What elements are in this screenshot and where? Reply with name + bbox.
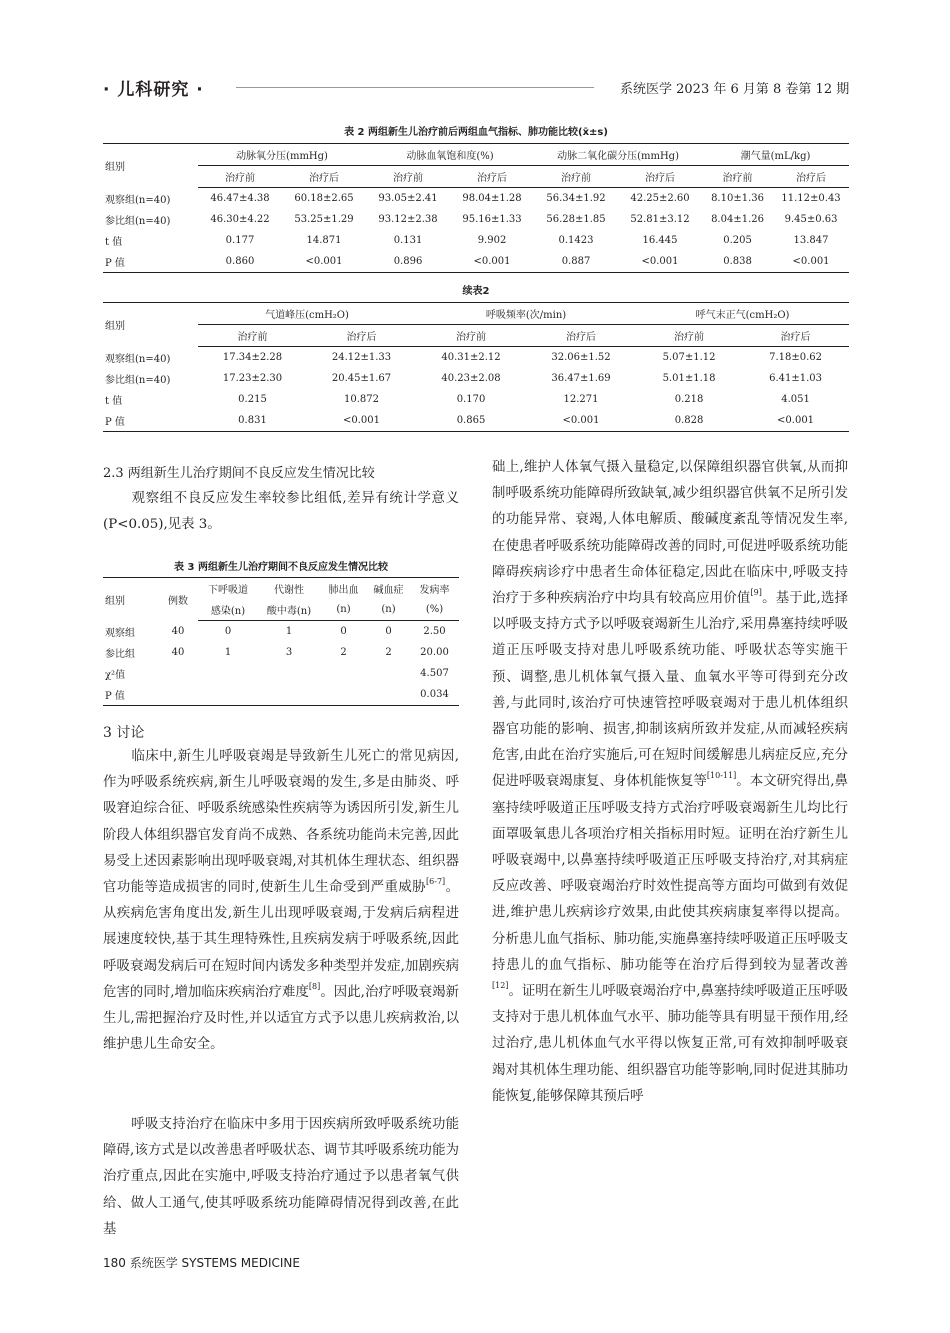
table-cell: <0.001: [773, 251, 849, 273]
table-cell: 0.170: [456, 394, 486, 405]
table-cell: 0.838: [702, 251, 773, 273]
table2b-sub-label: 治疗前: [636, 325, 742, 347]
citation: [12]: [492, 981, 509, 991]
table-cell: 6.41±1.03: [769, 373, 822, 384]
table-cell: [367, 663, 410, 684]
table-cell: 4.051: [781, 394, 810, 405]
table-cell: [198, 684, 258, 706]
table-cell: 24.12±1.33: [331, 352, 392, 363]
row-label: P 值: [103, 251, 198, 273]
table2-sub-label: 治疗后: [282, 166, 366, 188]
table2-continued: [103, 302, 849, 432]
discussion-text: 。因此,治疗呼吸衰竭新生儿,需把握治疗及时性,并以适宜方式予以患儿疾病救治,以维护患儿生命安全。: [103, 984, 459, 1053]
table3: [103, 577, 459, 706]
table-cell: <0.001: [282, 251, 366, 273]
discussion-text: 临床中,新生儿呼吸衰竭是导致新生儿死亡的常见病因,作为呼吸系统疾病,新生儿呼吸衰竭的发生,多是由肺炎、呼吸窘迫综合征、呼吸系统感染性疾病等为诱因所引发,新生儿阶段人体组织器官发育尚不成熟、各系统功能尚未完善,因此易受上述因素影响出现呼吸衰竭,对其机体生理状态、组织器官功能等造成损害的同时,使新生儿生命受到严重威胁: [103, 749, 459, 896]
table-cell: 95.16±1.33: [462, 214, 522, 225]
table-cell: 11.12±0.43: [781, 193, 841, 204]
section-3-heading: 3 讨论: [103, 725, 145, 741]
table-cell: 0.131: [393, 235, 423, 246]
table-cell: 0.177: [225, 235, 255, 246]
table-cell: 12.271: [563, 394, 599, 405]
table-cell: 7.18±0.62: [769, 352, 822, 363]
table-cell: 0: [385, 626, 392, 637]
table-cell: 0.860: [198, 251, 282, 273]
discussion-paragraph-1: [103, 744, 459, 1058]
table3-header: 肺出血: [320, 578, 367, 600]
table2-sub-label: 治疗前: [366, 166, 450, 188]
table2-group-header: 组别: [103, 144, 198, 188]
discussion-text: 呼吸支持治疗在临床中多用于因疾病所致呼吸系统功能障碍,该方式是以改善患者呼吸状态、调节其呼吸系统功能为治疗重点,因此在实施中,呼吸支持治疗通过予以患者氧气供给、做人工通气,使其呼吸系统功能障碍情况得到改善,在此基: [103, 1117, 459, 1237]
table-row: [103, 209, 849, 230]
table2b-sub-label: 治疗前: [416, 325, 526, 347]
table-cell: 0: [340, 626, 347, 637]
table-cell: <0.001: [307, 410, 416, 432]
right-column-paragraph: [492, 455, 848, 1110]
table-cell: 0.896: [366, 251, 450, 273]
table2b-colgroup: 气道峰压(cmH₂O): [198, 303, 416, 325]
table-cell: 56.34±1.92: [546, 193, 606, 204]
table-cell: <0.001: [618, 251, 702, 273]
section-2-3-body: 观察组不良反应发生率较参比组低,差异有统计学意义(P<0.05),见表 3。: [103, 491, 459, 533]
table-cell: 46.30±4.22: [210, 214, 270, 225]
row-label: 观察组(n=40): [105, 353, 171, 365]
row-label: 观察组(n=40): [105, 194, 171, 206]
citation: [6-7]: [426, 877, 446, 887]
table-row: [103, 389, 849, 410]
table-cell: 0.831: [198, 410, 307, 432]
table-cell: 8.10±1.36: [711, 193, 764, 204]
table2-colgroup: 潮气量(mL/kg): [702, 144, 849, 166]
header-journal-info: 系统医学 2023 年 6 月第 8 卷第 12 期: [620, 82, 850, 97]
table-cell: 17.23±2.30: [222, 373, 283, 384]
table-cell: <0.001: [526, 410, 636, 432]
row-label: 参比组(n=40): [105, 216, 171, 227]
table2b-sub-label: 治疗后: [742, 325, 849, 347]
table2-colgroup: 动脉二氧化碳分压(mmHg): [534, 144, 702, 166]
table-cell: [158, 663, 198, 684]
table-cell: 16.445: [642, 235, 678, 246]
table-cell: <0.001: [450, 251, 534, 273]
table-cell: 2: [385, 647, 392, 658]
table3-group-header: 组别: [103, 578, 158, 621]
table3-count-header: 例数: [158, 578, 198, 621]
section-2-3-heading: 2.3 两组新生儿治疗期间不良反应发生情况比较: [103, 466, 375, 481]
table3-header: (%): [410, 599, 459, 621]
table-cell: 0.865: [416, 410, 526, 432]
table3-header: (n): [367, 599, 410, 621]
table-cell: [320, 684, 367, 706]
table2b-colgroup: 呼吸频率(次/min): [416, 303, 636, 325]
section-2-3-text: [103, 486, 459, 538]
table-cell: 46.47±4.38: [210, 193, 270, 204]
table2-sub-label: 治疗后: [773, 166, 849, 188]
discussion-paragraph-2: [103, 1112, 459, 1243]
row-label: P 值: [103, 410, 198, 432]
table2-sub-label: 治疗前: [198, 166, 282, 188]
citation: [9]: [750, 588, 762, 598]
table2-sub-label: 治疗前: [702, 166, 773, 188]
table-cell: 0.034: [410, 684, 459, 706]
table-row: [103, 251, 849, 273]
discussion-text: 。证明在新生儿呼吸衰竭治疗中,鼻塞持续呼吸道正压呼吸支持对于患儿机体血气水平、肺功能等具有明显干预作用,经过治疗,患儿机体血气水平得以恢复正常,可有效抑制呼吸衰竭对其机体生理功能、组织器官功能等影响,同时促进其肺功能恢复,能够保障其预后呼: [492, 984, 848, 1104]
table-cell: 5.01±1.18: [662, 373, 716, 384]
table2-sub-label: 治疗前: [534, 166, 618, 188]
table-cell: 8.04±1.26: [711, 214, 764, 225]
table2-caption: 表 2 两组新生儿治疗前后两组血气指标、肺功能比较(x̄±s): [344, 127, 608, 138]
table2-sub-label: 治疗后: [618, 166, 702, 188]
table2-colgroup: 动脉血氧饱和度(%): [366, 144, 534, 166]
discussion-text: 础上,维护人体氧气摄入量稳定,以保障组织器官供氧,从而抑制呼吸系统功能障碍所致缺氧,减少组织器官供氧不足所引发的功能异常、衰竭,人体电解质、酸碱度紊乱等情况发生率,在使患者呼吸系统功能障碍改善的同时,可促进呼吸系统功能障碍疾病诊疗中患者生命体征稳定,因此在临床中,呼吸支持治疗于多种疾病治疗中均具有较高应用价值: [492, 460, 848, 607]
table-cell: 52.81±3.12: [630, 214, 690, 225]
table3-caption: 表 3 两组新生儿治疗期间不良反应发生情况比较: [174, 562, 388, 573]
table2-sub-label: 治疗后: [450, 166, 534, 188]
table-row: [103, 410, 849, 432]
table-row: [103, 347, 849, 369]
table-cell: 40.31±2.12: [441, 352, 501, 363]
row-label: t 值: [105, 396, 123, 407]
table2b-sub-label: 治疗后: [307, 325, 416, 347]
table-cell: 0.215: [238, 394, 267, 405]
discussion-text: 。基于此,选择以呼吸支持方式予以呼吸衰竭新生儿治疗,采用鼻塞持续呼吸道正压呼吸支持对患儿呼吸系统功能、呼吸状态等实施干预、调整,患儿机体氧气摄入量、血氧水平等可得到充分改善,与此同时,该治疗可快速管控呼吸衰竭对于患儿机体组织器官功能的影响、损害,抑制该病所致并发症,从而减轻疾病危害,由此在治疗实施后,可在短时间缓解患儿病症反应,充分促进呼吸衰竭康复、身体机能恢复等: [492, 591, 848, 790]
table2b-colgroup: 呼气末正气(cmH₂O): [636, 303, 849, 325]
table-cell: [320, 663, 367, 684]
table-cell: 1: [285, 626, 293, 637]
table-cell: [258, 663, 320, 684]
table3-header: 下呼吸道: [198, 578, 258, 600]
table-cell: 53.25±1.29: [294, 214, 354, 225]
table-cell: 98.04±1.28: [462, 193, 522, 204]
row-label: P 值: [103, 684, 158, 706]
table3-header: 酸中毒(n): [258, 599, 320, 621]
table-row: [103, 230, 849, 251]
row-label: χ²值: [105, 670, 126, 681]
table-row: [103, 368, 849, 389]
table-cell: 40.23±2.08: [441, 373, 501, 384]
table-cell: 13.847: [793, 235, 829, 246]
table-cell: 40: [171, 647, 185, 658]
table3-header: 碱血症: [367, 578, 410, 600]
header-section-title: · 儿科研究 ·: [103, 80, 204, 100]
table-cell: 10.872: [344, 394, 379, 405]
table-cell: 0.828: [636, 410, 742, 432]
table-cell: <0.001: [742, 410, 849, 432]
table-cell: 20.00: [420, 647, 449, 658]
table2b-sub-label: 治疗后: [526, 325, 636, 347]
table-cell: 9.902: [477, 235, 507, 246]
row-label: t 值: [105, 237, 123, 248]
table-row: [103, 188, 849, 210]
table2-colgroup: 动脉氧分压(mmHg): [198, 144, 366, 166]
table-row: [103, 621, 459, 643]
table-cell: 0.887: [534, 251, 618, 273]
table-cell: 2.50: [423, 626, 446, 637]
table-cell: [367, 684, 410, 706]
table-row: [103, 684, 459, 706]
discussion-text: 。本文研究得出,鼻塞持续呼吸道正压呼吸支持方式治疗呼吸衰竭新生儿均比行面罩吸氧患儿各项治疗相关指标用时短。证明在治疗新生儿呼吸衰竭中,以鼻塞持续呼吸道正压呼吸支持治疗,对其病症反应改善、呼吸衰竭治疗时效性提高等方面均可做到有效促进,维护患儿疾病诊疗效果,由此使其疾病康复率得以提高。分析患儿血气指标、肺功能,实施鼻塞持续呼吸道正压呼吸支持患儿的血气指标、肺功能等在治疗后得到较为显著改善: [492, 774, 848, 973]
table-cell: 17.34±2.28: [222, 352, 283, 363]
page-footer: 180 系统医学 SYSTEMS MEDICINE: [103, 1256, 300, 1270]
table-cell: 40: [171, 625, 185, 637]
table2: [103, 143, 849, 273]
row-label: 参比组: [105, 649, 135, 660]
table3-header: (n): [320, 599, 367, 621]
table2b-sub-label: 治疗前: [198, 325, 307, 347]
table-cell: 3: [285, 647, 293, 658]
row-label: 观察组: [105, 627, 135, 639]
citation: [8]: [308, 981, 321, 991]
table3-header: 发病率: [410, 578, 459, 600]
table-cell: 42.25±2.60: [630, 193, 690, 204]
table-cell: [258, 684, 320, 706]
table3-header: 感染(n): [198, 599, 258, 621]
table-cell: 93.05±2.41: [378, 193, 438, 204]
table-cell: 0: [224, 626, 232, 637]
table-cell: 93.12±2.38: [378, 214, 438, 225]
table-cell: 20.45±1.67: [331, 373, 392, 384]
table2b-group-header: 组别: [103, 303, 198, 347]
table-cell: 0.218: [674, 394, 704, 405]
table-row: [103, 642, 459, 663]
table-cell: 14.871: [306, 235, 342, 246]
table-cell: [198, 663, 258, 684]
table-cell: 0.205: [723, 235, 752, 246]
table-cell: 4.507: [420, 668, 449, 679]
citation: [10-11]: [706, 771, 737, 781]
table-cell: 2: [340, 647, 347, 658]
table3-header: 代谢性: [258, 578, 320, 600]
header-rule: [236, 87, 594, 88]
table-row: [103, 663, 459, 684]
table-cell: 32.06±1.52: [551, 352, 611, 363]
table-cell: 60.18±2.65: [294, 193, 354, 204]
table-cell: [158, 684, 198, 706]
table-cell: 1: [224, 647, 232, 658]
table-cell: 0.1423: [558, 235, 594, 246]
table-cell: 5.07±1.12: [662, 352, 716, 363]
row-label: 参比组(n=40): [105, 375, 171, 386]
table-cell: 56.28±1.85: [546, 214, 606, 225]
discussion-text: 。从疾病危害角度出发,新生儿出现呼吸衰竭,于发病后病程进展速度较快,基于其生理特殊性,且疾病发病于呼吸系统,因此呼吸衰竭发病后可在短时间内诱发多种类型并发症,加剧疾病危害的同时,增加临床疾病治疗难度: [103, 880, 459, 1000]
table-cell: 9.45±0.63: [784, 214, 838, 225]
table2b-caption: 续表2: [462, 286, 490, 297]
table-cell: 36.47±1.69: [551, 373, 611, 384]
